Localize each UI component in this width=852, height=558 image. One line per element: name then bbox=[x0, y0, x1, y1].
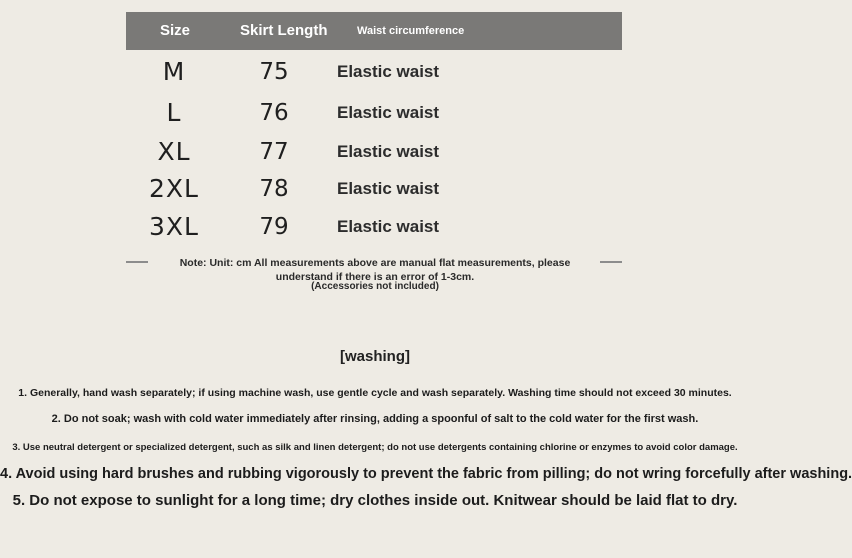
length-cell: 79 bbox=[259, 214, 289, 240]
accessories-note: (Accessories not included) bbox=[311, 281, 439, 292]
note-divider-left bbox=[126, 261, 148, 263]
waist-cell: Elastic waist bbox=[337, 179, 440, 198]
length-cell: 78 bbox=[259, 176, 289, 202]
size-row-2xl bbox=[126, 171, 622, 207]
measurement-note: Note: Unit: cm All measurements above are manual flat measurements, please understand if there is an error of 1-3cm. bbox=[179, 257, 571, 283]
length-cell: 77 bbox=[259, 139, 289, 165]
waist-cell: Elastic waist bbox=[337, 142, 440, 161]
waist-cell: Elastic waist bbox=[337, 103, 440, 122]
size-cell: M bbox=[162, 57, 186, 86]
size-row-l bbox=[126, 95, 622, 131]
size-row-xl bbox=[126, 134, 622, 170]
size-row-3xl bbox=[126, 209, 622, 245]
size-cell: L bbox=[166, 98, 182, 127]
washing-instruction: 5. Do not expose to sunlight for a long time; dry clothes inside out. Knitwear should be laid flat to dry. bbox=[12, 492, 738, 509]
washing-instruction: 1. Generally, hand wash separately; if using machine wash, use gentle cycle and wash separately. Washing time should not exceed 30 minutes. bbox=[18, 387, 732, 399]
size-cell: 3XL bbox=[149, 212, 199, 241]
size-cell: XL bbox=[157, 137, 191, 166]
washing-instruction: 3. Use neutral detergent or specialized detergent, such as silk and linen detergent; do not use detergents containing chlorine or enzymes to avoid color damage. bbox=[12, 442, 738, 453]
size-row-m bbox=[126, 54, 622, 90]
length-cell: 76 bbox=[259, 100, 289, 126]
length-cell: 75 bbox=[259, 59, 289, 85]
washing-title: [washing] bbox=[340, 348, 410, 365]
washing-instruction: 2. Do not soak; wash with cold water immediately after rinsing, adding a spoonful of salt to the cold water for the first wash. bbox=[51, 413, 699, 425]
size-cell: 2XL bbox=[149, 174, 199, 203]
size-table-header bbox=[126, 12, 622, 50]
header-waist-circumference: Waist circumference bbox=[357, 25, 465, 37]
washing-instruction: 4. Avoid using hard brushes and rubbing vigorously to prevent the fabric from pilling; do not wring forcefully after washing. bbox=[0, 466, 852, 482]
note-divider-right bbox=[600, 261, 622, 263]
waist-cell: Elastic waist bbox=[337, 62, 440, 81]
waist-cell: Elastic waist bbox=[337, 217, 440, 236]
header-skirt-length: Skirt Length bbox=[240, 22, 328, 39]
header-size: Size bbox=[160, 22, 191, 39]
